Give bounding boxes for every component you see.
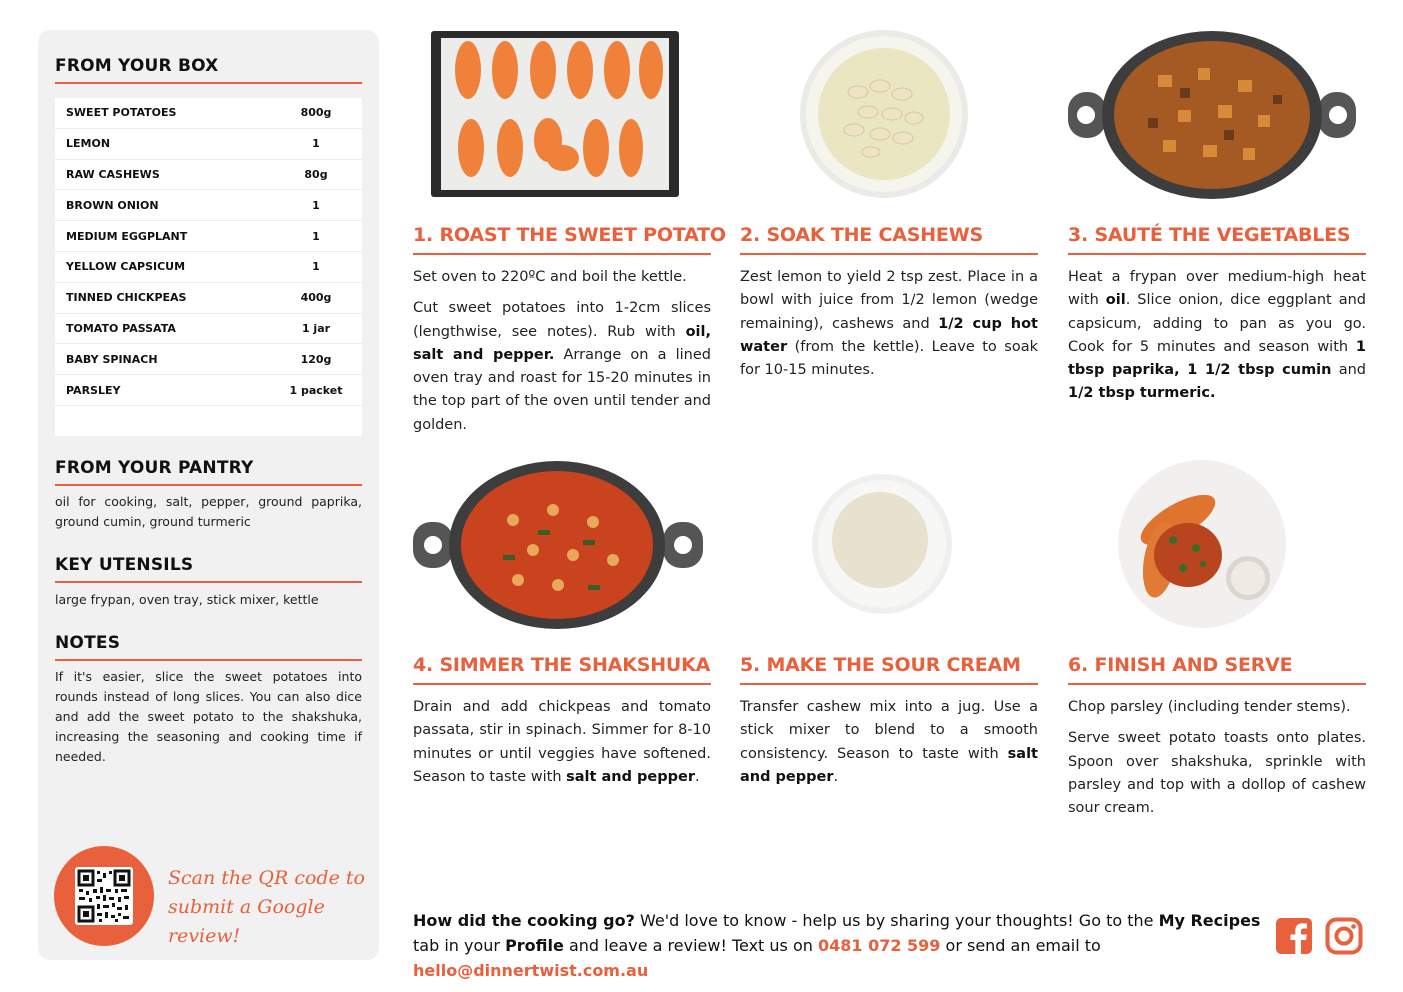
ingredient-name: BABY SPINACH — [66, 352, 158, 366]
step1-rule — [413, 253, 711, 255]
step1-title: 1. ROAST THE SWEET POTATO — [413, 224, 726, 246]
qr-caption-line1: Scan the QR code to — [168, 867, 365, 889]
step5-rule — [740, 683, 1038, 685]
step3-text — [1068, 266, 1366, 406]
step6-title: 6. FINISH AND SERVE — [1068, 654, 1293, 676]
pantry-text: oil for cooking, salt, pepper, ground paprika, ground cumin, ground turmeric — [55, 494, 362, 529]
table-row — [55, 221, 362, 252]
step6-rule — [1068, 683, 1366, 685]
step2-text-a: Zest lemon to yield 2 tsp zest. Place in a bowl with juice from 1/2 lemon (wedge remaining), cashews and — [740, 269, 1038, 332]
notes-title-rule — [55, 659, 362, 661]
utensils-title: KEY UTENSILS — [55, 555, 194, 575]
step2-rule — [740, 253, 1038, 255]
qr-caption — [168, 864, 368, 951]
facebook-icon[interactable] — [1275, 917, 1313, 955]
step4-text-a: Drain and add chickpeas and tomato passata, stir in spinach. Simmer for 8-10 minutes or until veggies have softened. Season to taste with — [413, 699, 711, 785]
ingredients-sidebar — [38, 30, 379, 960]
table-row — [55, 375, 362, 406]
ingredient-qty: 1 — [312, 260, 320, 274]
step2-photo — [740, 30, 1038, 200]
footer-email-link[interactable]: hello@dinnertwist.com.au — [413, 961, 649, 980]
step3-text-a: Heat a frypan over medium-high heat with — [1068, 269, 1366, 309]
step5-text-c: . — [833, 768, 839, 785]
footer-profile: Profile — [505, 936, 564, 955]
step6-body — [1068, 696, 1366, 828]
step3-text-b: oil — [1105, 292, 1126, 309]
step1-text-1: Set oven to 220ºC and boil the kettle. — [413, 269, 687, 285]
step3-title: 3. SAUTÉ THE VEGETABLES — [1068, 224, 1351, 246]
table-row — [55, 98, 362, 129]
footer-phone-link[interactable]: 0481 072 599 — [817, 936, 941, 955]
step3-body — [1068, 266, 1366, 414]
instagram-icon[interactable] — [1325, 917, 1363, 955]
step4-text-b: salt and pepper — [566, 768, 695, 785]
ingredient-name: TINNED CHICKPEAS — [66, 291, 187, 305]
ingredient-qty: 1 jar — [301, 321, 331, 335]
ingredient-name: PARSLEY — [66, 383, 121, 397]
step5-text — [740, 696, 1038, 789]
table-row — [55, 160, 362, 191]
step6-text-2: Serve sweet potato toasts onto plates. Spoon over shakshuka, sprinkle with parsley and top with a dollop of cashew sour cream. — [1068, 730, 1366, 817]
ingredient-qty: 1 packet — [289, 383, 343, 397]
feedback-footer — [413, 908, 1263, 983]
notes-title: NOTES — [55, 633, 121, 653]
step2-body — [740, 266, 1038, 390]
ingredient-name: YELLOW CAPSICUM — [66, 260, 186, 274]
footer-my-recipes: My Recipes — [1158, 911, 1261, 930]
step1-text-2b: oil, salt and pepper. — [413, 323, 711, 363]
step1-text-2a: Cut sweet potatoes into 1-2cm slices (lengthwise, see notes). Rub with — [413, 300, 711, 340]
box-title-rule — [55, 82, 362, 84]
box-title: FROM YOUR BOX — [55, 56, 219, 76]
step5-text-a: Transfer cashew mix into a jug. Use a stick mixer to blend to a smooth consistency. Season to taste with — [740, 699, 1038, 762]
step4-body — [413, 696, 711, 797]
ingredient-qty: 120g — [300, 352, 332, 366]
ingredient-name: SWEET POTATOES — [66, 106, 177, 120]
ingredient-qty: 1 — [312, 137, 320, 151]
utensils-title-rule — [55, 581, 362, 583]
step1-text-2c: Arrange on a lined oven tray and roast for 15-20 minutes in the top part of the oven until tender and golden. — [413, 346, 711, 433]
table-row — [55, 129, 362, 160]
step2-title: 2. SOAK THE CASHEWS — [740, 224, 983, 246]
step4-text-c: . — [694, 768, 700, 785]
footer-text-4: or send an email to — [940, 936, 1101, 955]
step3-text-e: and — [1331, 362, 1366, 379]
table-row — [55, 314, 362, 345]
ingredient-name: RAW CASHEWS — [66, 167, 160, 181]
footer-text-3: and leave a review! Text us on — [563, 936, 818, 955]
qr-badge — [54, 846, 154, 946]
step5-body — [740, 696, 1038, 797]
ingredient-name: TOMATO PASSATA — [66, 321, 176, 335]
step1-photo — [413, 30, 711, 200]
step2-text — [740, 266, 1038, 382]
pantry-title-rule — [55, 484, 362, 486]
table-row — [55, 344, 362, 375]
step3-text-c: . Slice onion, dice eggplant and capsicum, adding to pan as you go. Cook for 5 minutes and season with — [1068, 292, 1366, 355]
step5-text-b: salt and pepper — [740, 745, 1038, 785]
ingredient-qty: 800g — [300, 106, 332, 120]
footer-text-1: We'd love to know - help us by sharing your thoughts! Go to the — [634, 911, 1159, 930]
step3-text-f: 1/2 tbsp turmeric. — [1068, 385, 1216, 402]
ingredient-name: BROWN ONION — [66, 198, 159, 212]
utensils-text: large frypan, oven tray, stick mixer, kettle — [55, 592, 319, 607]
step3-text-d: 1 tbsp paprika, 1 1/2 tbsp cumin — [1068, 338, 1366, 379]
ingredient-qty: 1 — [312, 198, 320, 212]
step5-photo — [740, 460, 1038, 630]
step2-text-c: (from the kettle). Leave to soak for 10-15 minutes. — [740, 338, 1038, 379]
table-row — [55, 283, 362, 314]
step6-photo — [1068, 460, 1366, 630]
step5-title: 5. MAKE THE SOUR CREAM — [740, 654, 1021, 676]
ingredient-qty: 80g — [304, 167, 328, 181]
ingredient-name: MEDIUM EGGPLANT — [66, 229, 188, 243]
step3-photo — [1068, 30, 1366, 200]
step4-rule — [413, 683, 711, 685]
footer-question: How did the cooking go? — [413, 911, 635, 930]
footer-text-2: tab in your — [413, 936, 506, 955]
step6-text-1: Chop parsley (including tender stems). — [1068, 699, 1351, 715]
step4-title: 4. SIMMER THE SHAKSHUKA — [413, 654, 711, 676]
qr-code-icon[interactable] — [75, 867, 133, 925]
pantry-title: FROM YOUR PANTRY — [55, 458, 254, 478]
step4-text — [413, 696, 711, 789]
table-row — [55, 252, 362, 283]
step1-text-2 — [413, 297, 711, 437]
ingredient-qty: 400g — [300, 291, 332, 305]
qr-caption-line2: submit a Google review! — [168, 896, 325, 947]
ingredient-qty: 1 — [312, 229, 320, 243]
box-ingredient-table — [55, 98, 362, 436]
table-row — [55, 190, 362, 221]
step3-rule — [1068, 253, 1366, 255]
step4-photo — [413, 460, 711, 630]
step2-text-b: 1/2 cup hot water — [740, 315, 1038, 355]
step1-body — [413, 266, 711, 445]
notes-text: If it's easier, slice the sweet potatoes into rounds instead of long slices. You can also dice and add the sweet potato to the shakshuka, increasing the seasoning and cooking time if needed. — [55, 669, 362, 764]
ingredient-name: LEMON — [66, 137, 111, 151]
